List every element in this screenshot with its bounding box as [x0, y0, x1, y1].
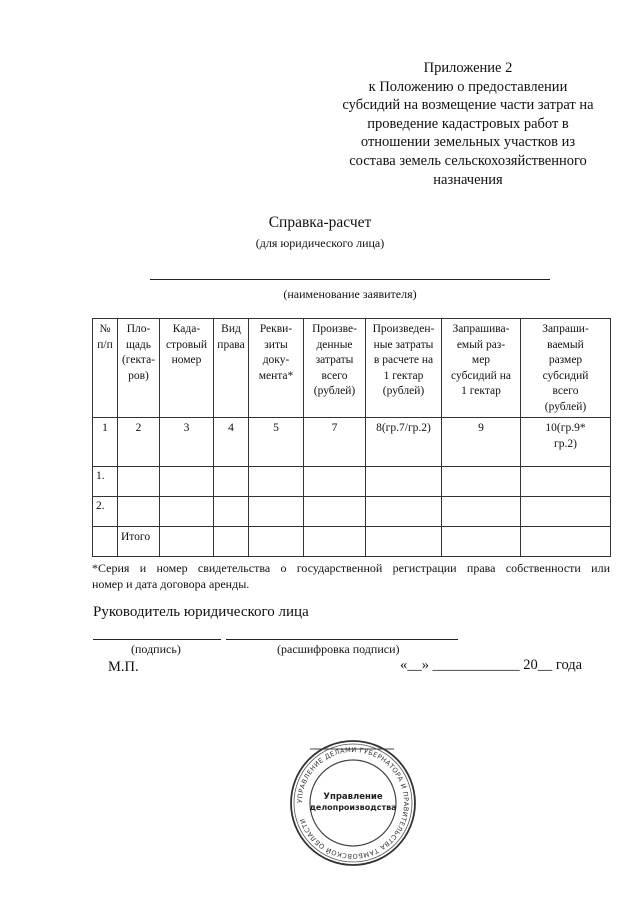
table-cell	[442, 497, 521, 527]
stamp-center-line: Управление	[323, 792, 383, 802]
table-cell	[521, 527, 611, 557]
footnote	[92, 560, 610, 592]
column-number: 9	[442, 418, 521, 467]
table-cell	[366, 497, 442, 527]
header-cell-area: Пло- щадь (гекта- ров)	[118, 319, 160, 418]
table-cell	[160, 467, 214, 497]
row-number: 2.	[93, 497, 118, 527]
table-cell	[214, 497, 249, 527]
appendix-header	[318, 59, 618, 189]
header-cell-subsidy-total: Запраши- ваемый размер субсидий всего (рублей)	[521, 319, 611, 418]
table-cell	[249, 467, 304, 497]
table-cell	[304, 467, 366, 497]
header-cell-number: № п/п	[93, 319, 118, 418]
table-cell	[118, 467, 160, 497]
table-header-row	[93, 319, 611, 418]
table-cell	[304, 497, 366, 527]
table-cell	[249, 527, 304, 557]
document-title: Справка-расчет	[268, 214, 372, 231]
official-stamp	[288, 738, 418, 868]
table-cell	[160, 497, 214, 527]
signature-decode-line	[226, 639, 458, 640]
table-cell	[214, 527, 249, 557]
signature-decode-caption: (расшифровка подписи)	[277, 642, 400, 656]
footnote-line: номер и дата договора аренды.	[92, 577, 250, 591]
table-cell	[521, 467, 611, 497]
header-cell-subsidy-per-hectare: Запрашива- емый раз- мер субсидий на 1 гектар	[442, 319, 521, 418]
applicant-caption: (наименование заявителя)	[283, 287, 417, 301]
appendix-line: к Положению о предоставлении	[368, 78, 568, 95]
column-number: 8(гр.7/гр.2)	[366, 418, 442, 467]
total-row	[93, 527, 611, 557]
table-cell	[118, 497, 160, 527]
column-number: 5	[249, 418, 304, 467]
appendix-line: Приложение 2	[423, 60, 513, 76]
header-cell-costs-per-hectare: Произведен- ные затраты в расчете на 1 гектар (рублей)	[366, 319, 442, 418]
header-cell-right-type: Вид права	[214, 319, 249, 418]
table-cell	[304, 527, 366, 557]
head-of-entity-label: Руководитель юридического лица	[93, 604, 309, 620]
table-cell	[249, 497, 304, 527]
column-number: 4	[214, 418, 249, 467]
header-cell-costs-total: Произве- денные затраты всего (рублей)	[304, 319, 366, 418]
table-row	[93, 497, 611, 527]
appendix-line: проведение кадастровых работ в	[367, 115, 569, 132]
appendix-line: назначения	[433, 171, 503, 188]
column-number: 2	[118, 418, 160, 467]
date-field: «__» ____________ 20__ года	[400, 657, 583, 673]
column-number: 7	[304, 418, 366, 467]
footnote-line: *Серия и номер свидетельства о государственной регистрации права собственности или	[92, 561, 610, 575]
header-cell-cadastral: Када- стровый номер	[160, 319, 214, 418]
appendix-line: субсидий на возмещение части затрат на	[342, 97, 594, 114]
stamp-center-line: делопроизводства	[309, 803, 397, 812]
signature-line	[93, 639, 221, 640]
row-number: 1.	[93, 467, 118, 497]
table-cell	[160, 527, 214, 557]
appendix-line: отношении земельных участков из	[360, 134, 576, 151]
column-number: 1	[93, 418, 118, 467]
signature-caption: (подпись)	[131, 642, 181, 656]
table-row	[93, 467, 611, 497]
table-cell	[366, 527, 442, 557]
seal-place-label: М.П.	[108, 659, 139, 675]
total-label: Итого	[118, 527, 160, 557]
applicant-name-line	[150, 279, 550, 280]
table-cell	[442, 527, 521, 557]
table-cell	[214, 467, 249, 497]
header-cell-document: Рекви- зиты доку- мента*	[249, 319, 304, 418]
document-subtitle: (для юридического лица)	[255, 236, 385, 250]
table-cell	[93, 527, 118, 557]
appendix-line: состава земель сельскохозяйственного	[349, 152, 587, 169]
table-cell	[521, 497, 611, 527]
table-cell	[442, 467, 521, 497]
calculation-table	[92, 318, 611, 557]
stamp-ring-text: УПРАВЛЕНИЕ ДЕЛАМИ ГУБЕРНАТОРА И ПРАВИТЕЛЬСТВА ТАМБОВСКОЙ ОБЛАСТИ	[295, 745, 411, 861]
table-cell	[366, 467, 442, 497]
column-number-row	[93, 418, 611, 467]
column-number: 3	[160, 418, 214, 467]
column-number: 10(гр.9* гр.2)	[521, 418, 611, 467]
